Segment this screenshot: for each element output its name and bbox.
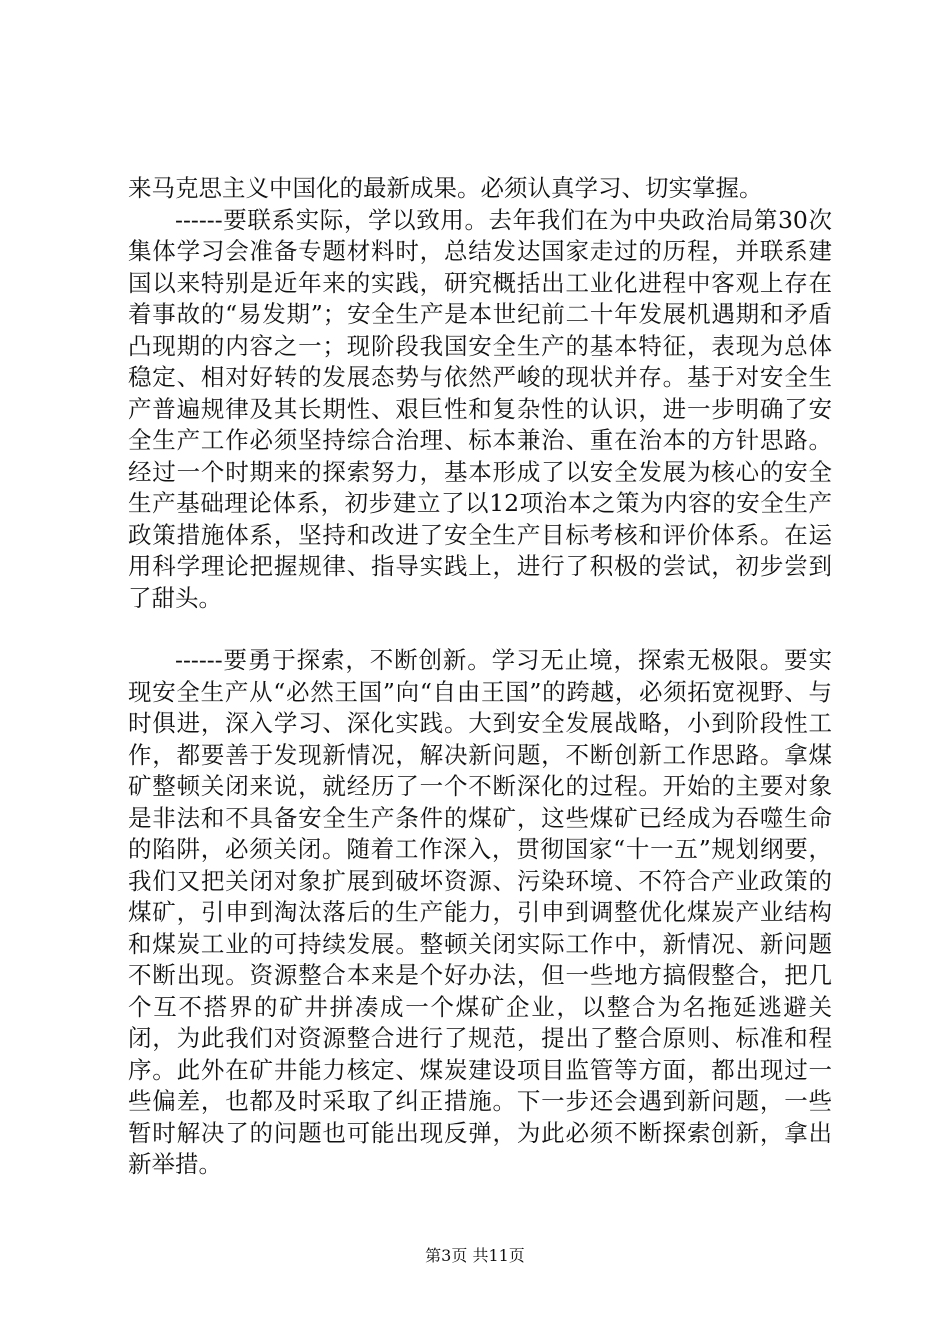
page-footer: 第3页 共11页 (425, 1246, 525, 1265)
document-body (128, 173, 832, 1181)
paragraph-practice: ------要联系实际，学以致用。去年我们在为中央政治局第30次集体学习会准备专题材料时，总结发达国家走过的历程，并联系建国以来特别是近年来的实践，研究概括出工业化进程中客观上存在着事故的“易发期”；安全生产是本世纪前二十年发展机遇期和矛盾凸现期的内容之一；现阶段我国安全生产的基本特征，表现为总体稳定、相对好转的发展态势与依然严峻的现状并存。基于对安全生产普遍规律及其长期性、艰巨性和复杂性的认识，进一步明确了安全生产工作必须坚持综合治理、标本兼治、重在治本的方针思路。经过一个时期来的探索努力，基本形成了以安全发展为核心的安全生产基础理论体系，初步建立了以12项治本之策为内容的安全生产政策措施体系，坚持和改进了安全生产目标考核和评价体系。在运用科学理论把握规律、指导实践上，进行了积极的尝试，初步尝到了甜头。 (128, 205, 832, 612)
paragraph-continuation: 来马克思主义中国化的最新成果。必须认真学习、切实掌握。 (128, 174, 763, 202)
paragraph-innovation: ------要勇于探索，不断创新。学习无止境，探索无极限。要实现安全生产从“必然王国”向“自由王国”的跨越，必须拓宽视野、与时俱进，深入学习、深化实践。大到安全发展战略，小到阶段性工作，都要善于发现新情况，解决新问题，不断创新工作思路。拿煤矿整顿关闭来说，就经历了一个不断深化的过程。开始的主要对象是非法和不具备安全生产条件的煤矿，这些煤矿已经成为吞噬生命的陷阱，必须关闭。随着工作深入，贯彻国家“十一五”规划纲要，我们又把关闭对象扩展到破坏资源、污染环境、不符合产业政策的煤矿，引申到淘汰落后的生产能力，引申到调整优化煤炭产业结构和煤炭工业的可持续发展。整顿关闭实际工作中，新情况、新问题不断出现。资源整合本来是个好办法，但一些地方搞假整合，把几个互不搭界的矿井拼凑成一个煤矿企业，以整合为名拖延逃避关闭，为此我们对资源整合进行了规范，提出了整合原则、标准和程序。此外在矿井能力核定、煤炭建设项目监管等方面，都出现过一些偏差，也都及时采取了纠正措施。下一步还会遇到新问题，一些暂时解决了的问题也可能出现反弹，为此必须不断探索创新，拿出新举措。 (128, 646, 832, 1178)
